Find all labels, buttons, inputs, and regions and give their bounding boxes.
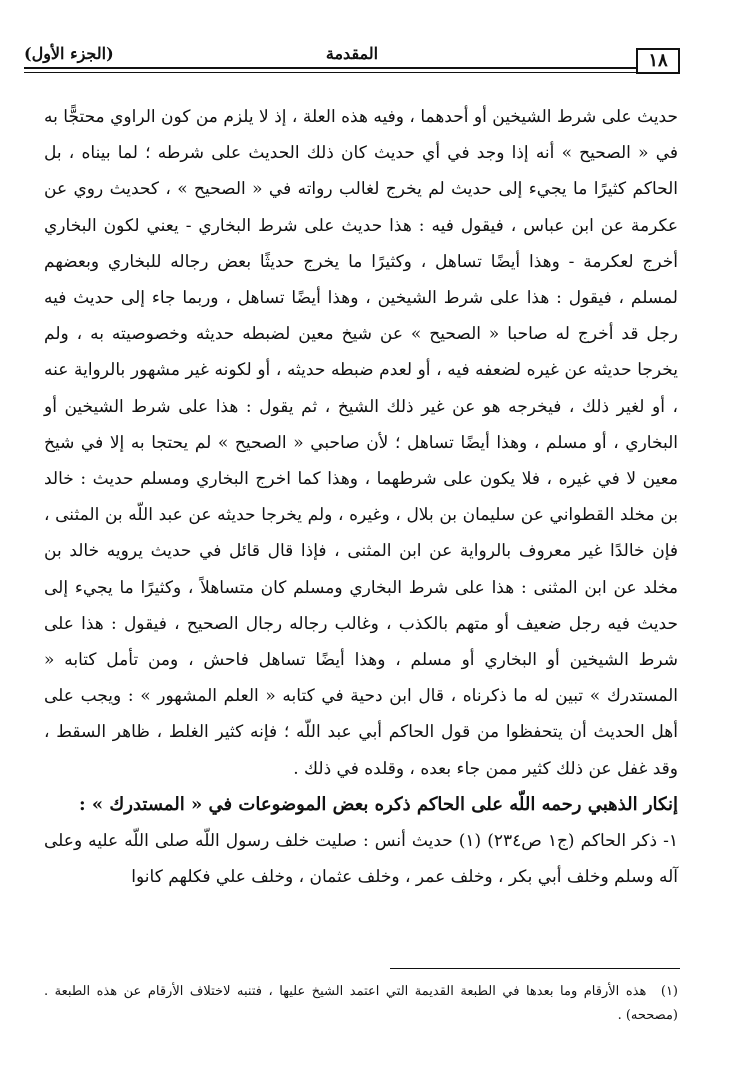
footnote-divider (390, 968, 680, 969)
paragraph: حديث على شرط الشيخين أو أحدهما ، وفيه هذه العلة ، إذ لا يلزم من كون الراوي محتجًّا به في « الصحيح » أنه إذا وجد في أي حديث كان ذلك الحديث على شرطه ؛ لما بيناه ، بل الحاكم كثيرًا ما يجيء إلى حديث لم يخرج لغالب رواته في « الصحيح » ، كحديث روي عن عكرمة عن ابن عباس ، فيقول فيه : هذا حديث على شرط البخاري - يعني لكون البخاري أخرج لعكرمة - وهذا أيضًا تساهل ، وكثيرًا ما يخرج حديثًا بعض رجاله للبخاري وبعضهم لمسلم ، فيقول : هذا على شرط الشيخين ، وهذا أيضًا تساهل ، وربما جاء إلى حديث فيه رجل قد أخرج له صاحبا « الصحيح » عن شيخ معين لضبطه حديثه وخصوصيته به ، ولم يخرجا حديثه عن غيره لضعفه فيه ، أو لعدم ضبطه حديثه ، أو لكونه غير مشهور بالرواية عنه ، أو لغير ذلك ، فيخرجه هو عن غير ذلك الشيخ ، ثم يقول : هذا على شرط الشيخين أو البخاري ، أو مسلم ، وهذا أيضًا تساهل ؛ لأن صاحبي « الصحيح » لم يحتجا به إلا في شيخ معين لا في غيره ، فلا يكون على شرطهما ، وهذا كما اخرج البخاري ومسلم حديث : خالد بن مخلد القطواني عن سليمان بن بلال ، وغيره ، ولم يخرجا حديثه عن عبد اللّه بن المثنى ، فإن خالدًا غير معروف بالرواية عن ابن المثنى ، فإذا قال قائل في حديث يرويه خالد بن مخلد عن ابن المثنى : هذا على شرط البخاري ومسلم كان متساهلاً ، وكثيرًا ما يجيء إلى حديث فيه رجل ضعيف أو متهم بالكذب ، وغالب رجاله رجال الصحيح ، فيقول : هذا على شرط الشيخين أو البخاري أو مسلم ، وهذا أيضًا تساهل فاحش ، ومن تأمل كتابه « المستدرك » تبين له ما ذكرناه ، قال ابن دحية في كتابه « العلم المشهور » : ويجب على أهل الحديث أن يتحفظوا من قول الحاكم أبي عبد اللّه ؛ فإنه كثير الغلط ، ظاهر السقط ، وقد غفل عن ذلك كثير ممن جاء بعده ، وقلده في ذلك . (44, 107, 678, 779)
section-heading: إنكار الذهبي رحمه اللّه على الحاكم ذكره بعض الموضوعات في « المستدرك » : (78, 793, 678, 815)
main-text (44, 99, 678, 895)
footnote (44, 980, 678, 1028)
page-header (24, 44, 680, 78)
header-rule (24, 67, 636, 73)
footnote-number: (١) (660, 984, 678, 999)
volume-label: (الجزء الأول) (24, 44, 114, 63)
footnote-text: هذه الأرقام وما بعدها في الطبعة القديمة التي اعتمد الشيخ عليها ، فتنبه لاختلاف الأرقام عن هذه الطبعة . (مصححه) . (44, 984, 678, 1023)
page-number: ١٨ (636, 48, 680, 74)
running-title: المقدمة (325, 44, 379, 63)
paragraph: ١- ذكر الحاكم (ج١ ص٢٣٤) (١) حديث أنس : صليت خلف رسول اللّه صلى اللّه عليه وعلى آله وسلم وخلف أبي بكر ، وخلف عمر ، وخلف عثمان ، وخلف علي فكلهم كانوا (44, 831, 678, 888)
